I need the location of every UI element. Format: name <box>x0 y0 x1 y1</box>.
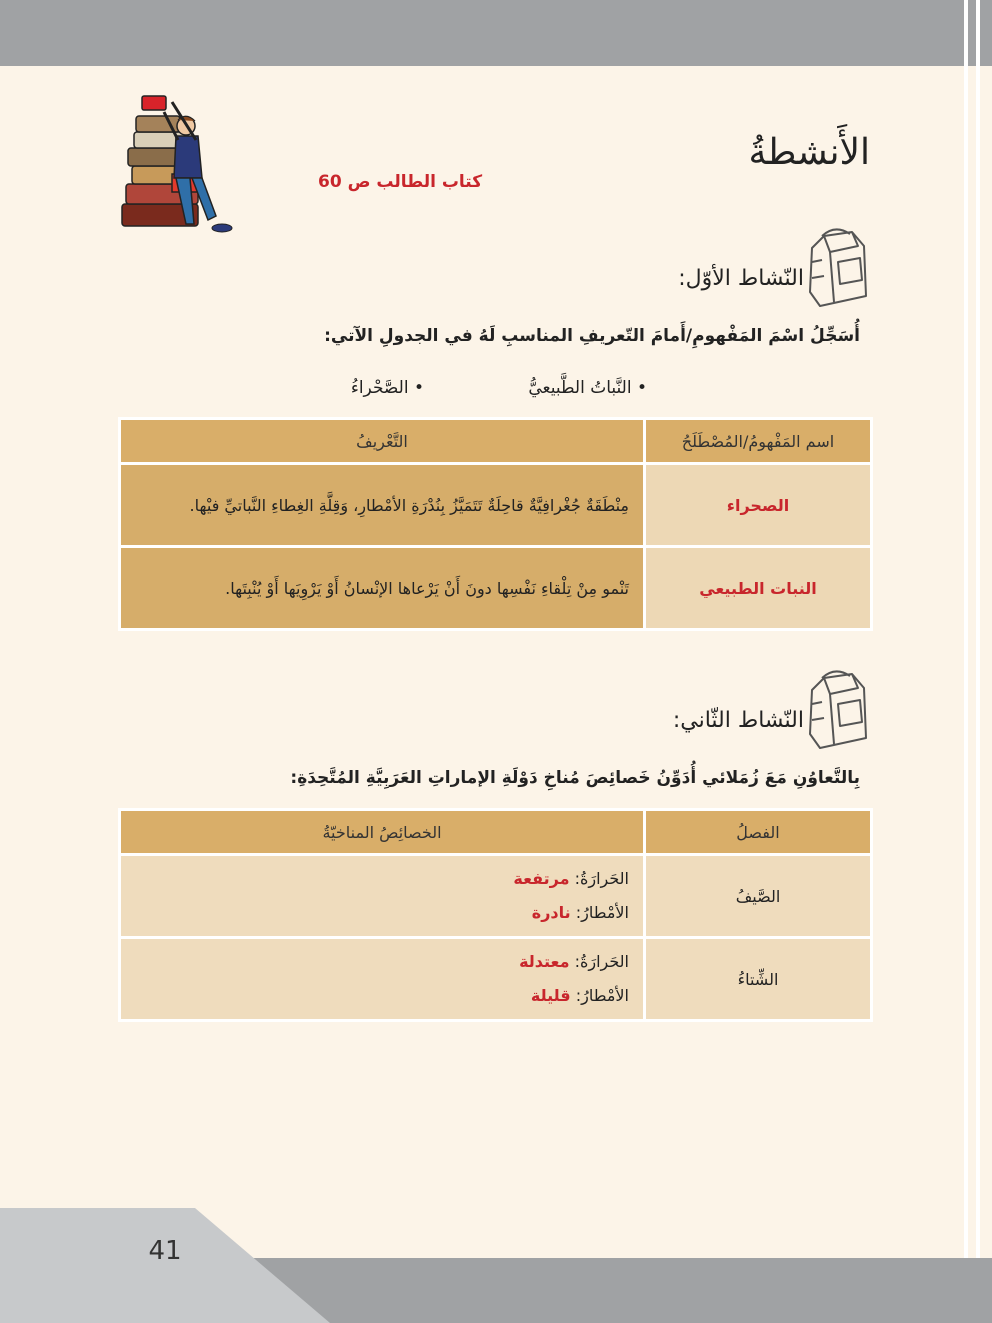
bullet-item: • النَّباتُ الطَّبيعيُّ <box>528 378 647 398</box>
season-cell: الصَّيفُ <box>645 855 872 938</box>
header-definition: التَّعْريفُ <box>120 419 645 464</box>
edge-line <box>964 0 968 1323</box>
books-illustration-icon <box>112 92 242 240</box>
rain-line <box>135 896 629 930</box>
rain-label: الأمْطارُ: <box>575 903 629 922</box>
temperature-value: معتدلة <box>519 952 570 971</box>
season-cell: الشِّتاءُ <box>645 938 872 1021</box>
bullet-label: الصَّحْراءُ <box>350 378 409 398</box>
temperature-label: الحَرارَةُ: <box>574 952 629 971</box>
table-row <box>120 855 872 938</box>
table-row <box>120 547 872 630</box>
header-term: اسم المَفْهومُ/المُصْطَلَحُ <box>645 419 872 464</box>
temperature-label: الحَرارَةُ: <box>574 869 629 888</box>
activity1-instruction: أُسَجِّلُ اسْمَ المَفْهومِ/أَمامَ التّعريفِ المناسبِ لَهُ في الجدولِ الآتي: <box>324 326 860 346</box>
page-number: 41 <box>148 1236 182 1266</box>
edge-line <box>976 0 980 1323</box>
rain-label: الأمْطارُ: <box>575 986 629 1005</box>
textbook-reference: كتاب الطالب ص 60 <box>318 172 483 192</box>
climate-table <box>118 808 873 1022</box>
temperature-line <box>135 945 629 979</box>
table-row <box>120 938 872 1021</box>
activity1-title: النّشاط الأوّل: <box>678 266 804 291</box>
table-header-row <box>120 419 872 464</box>
definition-cell: مِنْطَقَةٌ جُغْرافِيَّةٌ قاحِلَةٌ تَتَمَيَّزُ بِنُدْرَةِ الأمْطارِ، وَقِلَّةِ الغِطاءِ النَّباتيِّ فيْها. <box>120 464 645 547</box>
temperature-line <box>135 862 629 896</box>
characteristics-cell <box>120 938 645 1021</box>
page-title: الأَنشطةُ <box>748 132 870 173</box>
bullet-label: النَّباتُ الطَّبيعيُّ <box>528 378 632 398</box>
term-cell: الصحراء <box>645 464 872 547</box>
header-season: الفصلُ <box>645 810 872 855</box>
table-header-row <box>120 810 872 855</box>
term-cell: النبات الطبيعي <box>645 547 872 630</box>
top-bar <box>0 0 992 66</box>
rain-line <box>135 979 629 1013</box>
activity2-title: النّشاط الثّاني: <box>672 708 804 733</box>
rain-value: قليلة <box>530 986 571 1005</box>
concepts-table <box>118 417 873 631</box>
bullet-item: • الصَّحْراءُ <box>350 378 424 398</box>
definition-cell: تَنْمو مِنْ تِلْقاءِ نَفْسِها دونَ أَنْ يَرْعاها الإنْسانُ أَوْ يَرْوِيَها أَوْ يُنْبِتَها. <box>120 547 645 630</box>
rain-value: نادرة <box>531 903 571 922</box>
header-characteristics: الخصائِصُ المناخيّةُ <box>120 810 645 855</box>
temperature-value: مرتفعة <box>513 869 570 888</box>
backpack-icon <box>800 664 870 752</box>
characteristics-cell <box>120 855 645 938</box>
bottom-bar <box>240 1258 992 1323</box>
activity2-instruction: بِالتَّعاوُنِ مَعَ زُمَلائي أُدَوِّنُ خَصائِصَ مُناخِ دَوْلَةِ الإماراتِ العَرَبِيَّةِ المُتَّحِدَةِ: <box>290 768 860 788</box>
table-row <box>120 464 872 547</box>
backpack-icon <box>800 222 870 310</box>
